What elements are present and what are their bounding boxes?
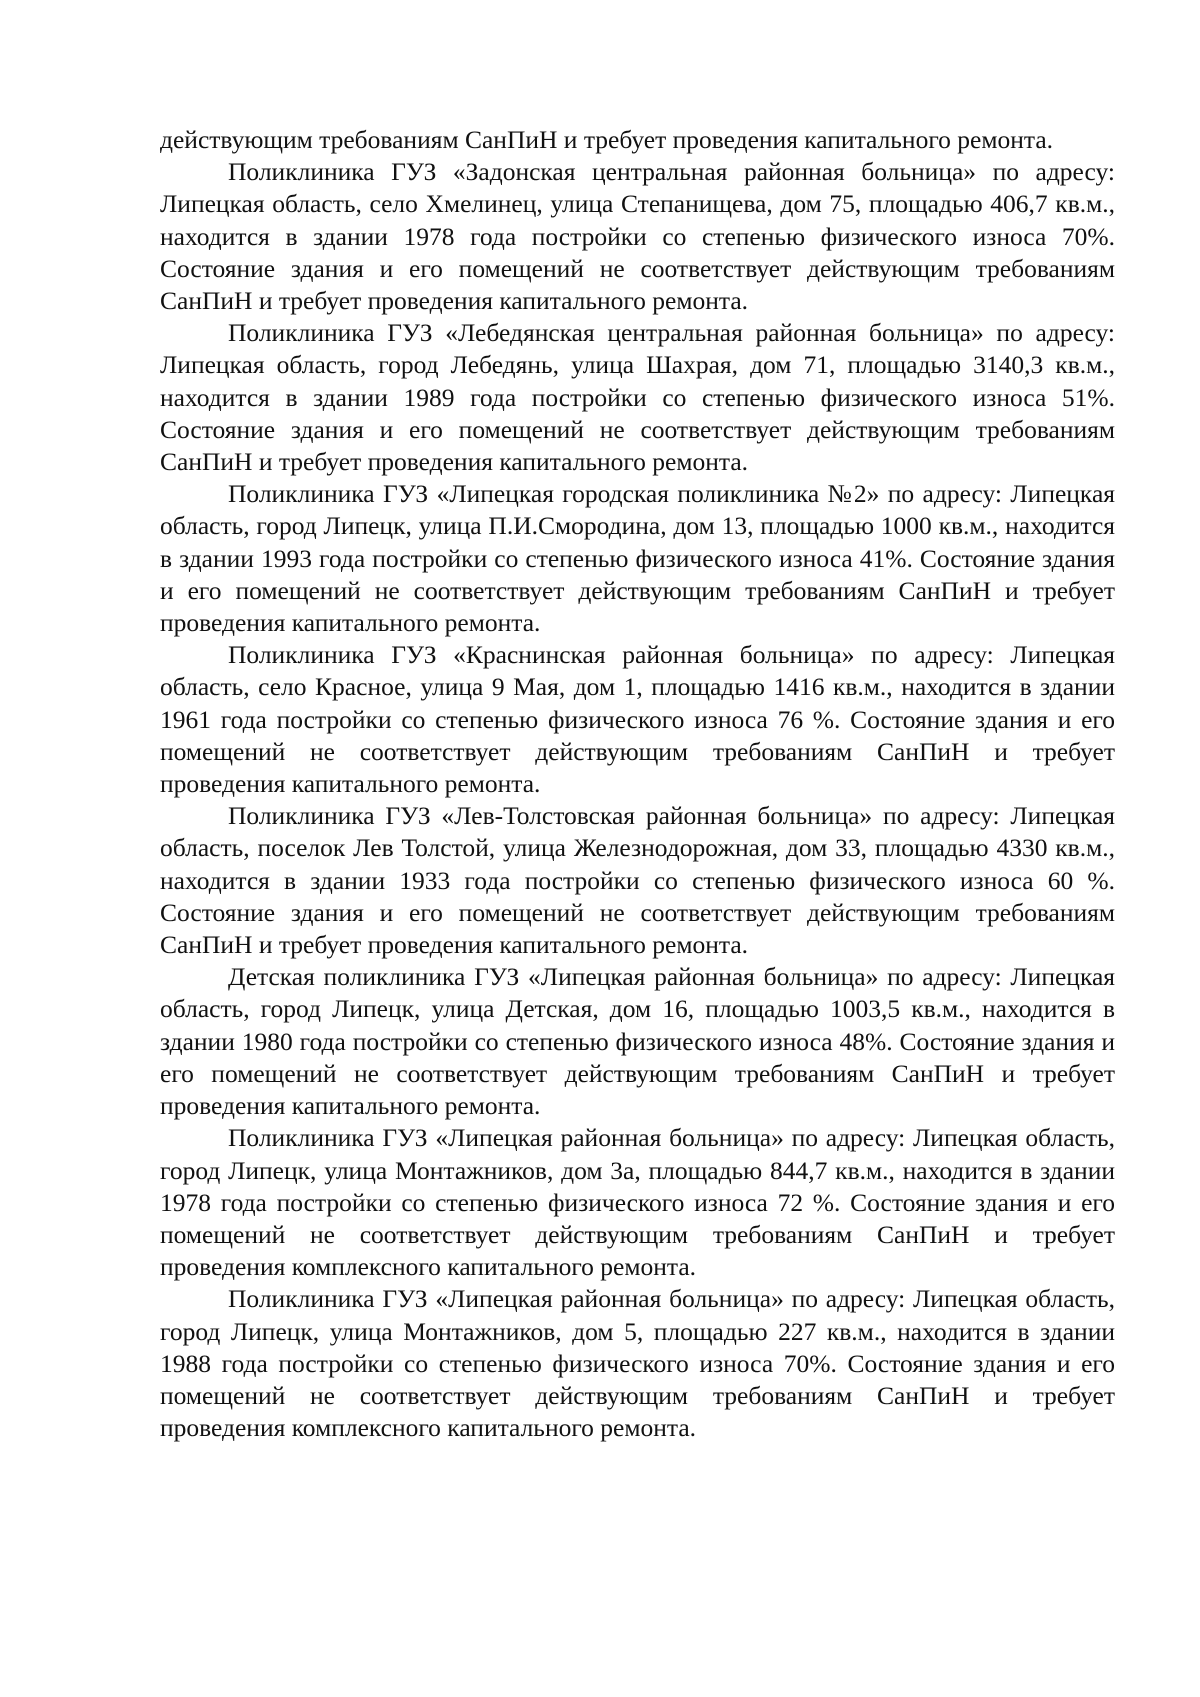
paragraph-krasnoe-clinic: Поликлиника ГУЗ «Краснинская районная больница» по адресу: Липецкая область, село Красное, улица 9 Мая, дом 1, площадью 1416 кв.м., находится в здании 1961 года постройки со степенью физического износа 76 %. Состояние здания и его помещений не соответствует действующим требованиям СанПиН и требует проведения капитального ремонта. [160, 640, 1115, 799]
paragraph-zadonsk-clinic: Поликлиника ГУЗ «Задонская центральная районная больница» по адресу: Липецкая область, село Хмелинец, улица Степанищева, дом 75, площадью 406,7 кв.м., находится в здании 1978 года постройки со степенью физического износа 70%. Состояние здания и его помещений не соответствует действующим требованиям СанПиН и требует проведения капитального ремонта. [160, 157, 1115, 316]
paragraph-continuation: действующим требованиям СанПиН и требует проведения капитального ремонта. [160, 125, 1054, 154]
paragraph-montazhnikov-5-clinic: Поликлиника ГУЗ «Липецкая районная больница» по адресу: Липецкая область, город Липецк, улица Монтажников, дом 5, площадью 227 кв.м., находится в здании 1988 года постройки со степенью физического износа 70%. Состояние здания и его помещений не соответствует действующим требованиям СанПиН и требует проведения комплексного капитального ремонта. [160, 1284, 1115, 1443]
paragraph-lebedyan-clinic: Поликлиника ГУЗ «Лебедянская центральная районная больница» по адресу: Липецкая область, город Лебедянь, улица Шахрая, дом 71, площадью 3140,3 кв.м., находится в здании 1989 года постройки со степенью физического износа 51%. Состояние здания и его помещений не соответствует действующим требованиям СанПиН и требует проведения капитального ремонта. [160, 318, 1115, 477]
paragraph-montazhnikov-3a-clinic: Поликлиника ГУЗ «Липецкая районная больница» по адресу: Липецкая область, город Липецк, улица Монтажников, дом 3а, площадью 844,7 кв.м., находится в здании 1978 года постройки со степенью физического износа 72 %. Состояние здания и его помещений не соответствует действующим требованиям СанПиН и требует проведения комплексного капитального ремонта. [160, 1123, 1115, 1282]
paragraph-lev-tolstoy-clinic: Поликлиника ГУЗ «Лев-Толстовская районная больница» по адресу: Липецкая область, поселок Лев Толстой, улица Железнодорожная, дом 33, площадью 4330 кв.м., находится в здании 1933 года постройки со степенью физического износа 60 %. Состояние здания и его помещений не соответствует действующим требованиям СанПиН и требует проведения капитального ремонта. [160, 801, 1115, 960]
paragraph-lipetsk-city-clinic-2: Поликлиника ГУЗ «Липецкая городская поликлиника №2» по адресу: Липецкая область, город Липецк, улица П.И.Смородина, дом 13, площадью 1000 кв.м., находится в здании 1993 года постройки со степенью физического износа 41%. Состояние здания и его помещений не соответствует действующим требованиям СанПиН и требует проведения капитального ремонта. [160, 479, 1115, 638]
document-body [160, 124, 1115, 1444]
paragraph-children-clinic: Детская поликлиника ГУЗ «Липецкая районная больница» по адресу: Липецкая область, город Липецк, улица Детская, дом 16, площадью 1003,5 кв.м., находится в здании 1980 года постройки со степенью физического износа 48%. Состояние здания и его помещений не соответствует действующим требованиям СанПиН и требует проведения капитального ремонта. [160, 962, 1115, 1121]
